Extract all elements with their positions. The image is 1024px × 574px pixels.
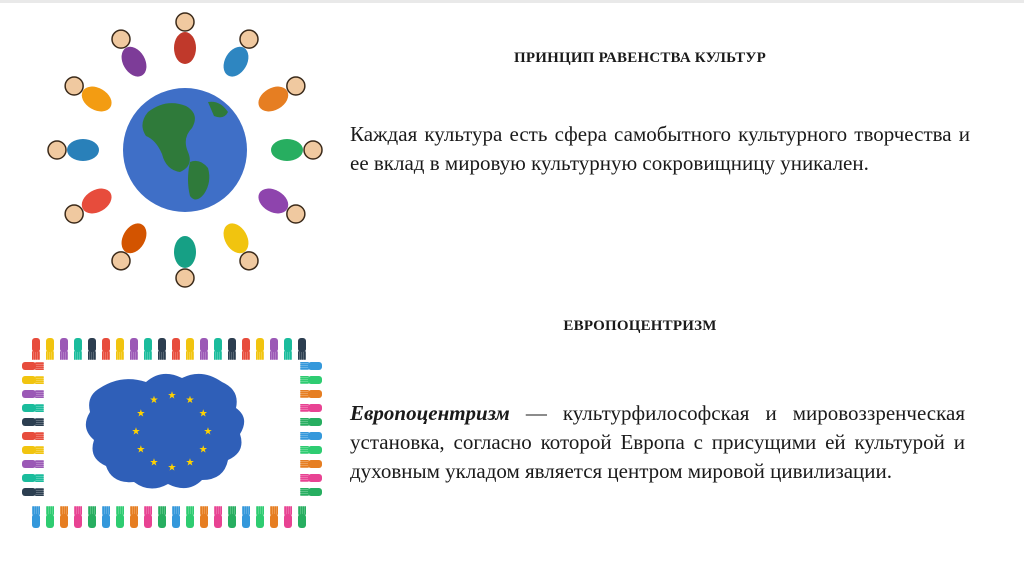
raised-hand-icon <box>74 338 82 360</box>
europe-hands-illustration <box>22 336 322 528</box>
raised-hand-icon <box>300 390 322 398</box>
raised-hand-icon <box>22 446 44 454</box>
raised-hand-icon <box>172 506 180 528</box>
raised-hand-icon <box>46 506 54 528</box>
child-figure-icon <box>254 183 305 223</box>
raised-hand-icon <box>300 446 322 454</box>
raised-hand-icon <box>22 474 44 482</box>
child-figure-icon <box>271 139 322 161</box>
raised-hand-icon <box>116 506 124 528</box>
raised-hand-icon <box>200 338 208 360</box>
eu-star-icon: ★ <box>198 444 208 456</box>
raised-hand-icon <box>172 338 180 360</box>
eu-star-icon: ★ <box>198 408 208 420</box>
raised-hand-icon <box>144 506 152 528</box>
raised-hand-icon <box>158 338 166 360</box>
raised-hand-icon <box>130 338 138 360</box>
raised-hand-icon <box>228 338 236 360</box>
eu-star-icon: ★ <box>185 457 195 469</box>
eurocentrism-definition-text: — культурфилософская и мировоззренческая установка, согласно которой Европа с присущими ей культурой и духовным укладом является центром мировой цивилизации. <box>350 401 965 483</box>
raised-hand-icon <box>22 432 44 440</box>
raised-hand-icon <box>22 404 44 412</box>
child-figure-icon <box>174 13 196 64</box>
raised-hand-icon <box>300 474 322 482</box>
raised-hand-icon <box>88 338 96 360</box>
child-figure-icon <box>254 77 305 117</box>
eurocentrism-definition <box>350 399 965 486</box>
eu-star-icon: ★ <box>149 395 159 407</box>
raised-hand-icon <box>116 338 124 360</box>
raised-hand-icon <box>270 338 278 360</box>
child-figure-icon <box>112 30 152 81</box>
eu-star-icon: ★ <box>131 426 141 438</box>
raised-hand-icon <box>144 338 152 360</box>
raised-hand-icon <box>300 362 322 370</box>
eu-star-icon: ★ <box>149 457 159 469</box>
raised-hand-icon <box>256 338 264 360</box>
heading-culture-equality: ПРИНЦИП РАВЕНСТВА КУЛЬТУР <box>514 50 766 66</box>
eu-star-icon: ★ <box>167 390 177 402</box>
raised-hand-icon <box>102 506 110 528</box>
raised-hand-icon <box>228 506 236 528</box>
eu-star-icon: ★ <box>167 462 177 474</box>
raised-hand-icon <box>32 338 40 360</box>
raised-hand-icon <box>242 506 250 528</box>
raised-hand-icon <box>60 338 68 360</box>
raised-hand-icon <box>214 338 222 360</box>
globe-children-illustration <box>40 2 330 292</box>
child-figure-icon <box>218 219 258 270</box>
child-figure-icon <box>48 139 99 161</box>
child-figure-icon <box>174 236 196 287</box>
raised-hand-icon <box>300 488 322 496</box>
raised-hand-icon <box>130 506 138 528</box>
raised-hand-icon <box>214 506 222 528</box>
raised-hand-icon <box>74 506 82 528</box>
raised-hand-icon <box>102 338 110 360</box>
raised-hand-icon <box>88 506 96 528</box>
eu-star-icon: ★ <box>136 408 146 420</box>
raised-hand-icon <box>242 338 250 360</box>
raised-hand-icon <box>22 390 44 398</box>
raised-hand-icon <box>256 506 264 528</box>
raised-hand-icon <box>186 338 194 360</box>
raised-hand-icon <box>300 418 322 426</box>
raised-hand-icon <box>22 488 44 496</box>
raised-hand-icon <box>300 432 322 440</box>
raised-hand-icon <box>46 338 54 360</box>
raised-hand-icon <box>270 506 278 528</box>
raised-hand-icon <box>22 418 44 426</box>
child-figure-icon <box>65 77 116 117</box>
raised-hand-icon <box>298 506 306 528</box>
raised-hand-icon <box>186 506 194 528</box>
eu-star-icon: ★ <box>185 395 195 407</box>
raised-hand-icon <box>158 506 166 528</box>
raised-hand-icon <box>284 506 292 528</box>
raised-hand-icon <box>22 460 44 468</box>
europe-map-icon <box>86 374 244 489</box>
eurocentrism-term: Европоцентризм <box>350 401 510 425</box>
raised-hand-icon <box>300 404 322 412</box>
raised-hand-icon <box>60 506 68 528</box>
raised-hand-icon <box>298 338 306 360</box>
eu-star-icon: ★ <box>203 426 213 438</box>
eu-star-icon: ★ <box>136 444 146 456</box>
raised-hand-icon <box>300 460 322 468</box>
raised-hand-icon <box>32 506 40 528</box>
raised-hand-icon <box>22 376 44 384</box>
child-figure-icon <box>112 219 152 270</box>
raised-hand-icon <box>284 338 292 360</box>
child-figure-icon <box>218 30 258 81</box>
child-figure-icon <box>65 183 116 223</box>
raised-hand-icon <box>300 376 322 384</box>
raised-hand-icon <box>200 506 208 528</box>
culture-equality-text: Каждая культура есть сфера самобытного культурного творчества и ее вклад в мировую культурную сокровищницу уникален. <box>350 122 970 175</box>
heading-eurocentrism: ЕВРОПОЦЕНТРИЗМ <box>563 318 717 334</box>
raised-hand-icon <box>22 362 44 370</box>
